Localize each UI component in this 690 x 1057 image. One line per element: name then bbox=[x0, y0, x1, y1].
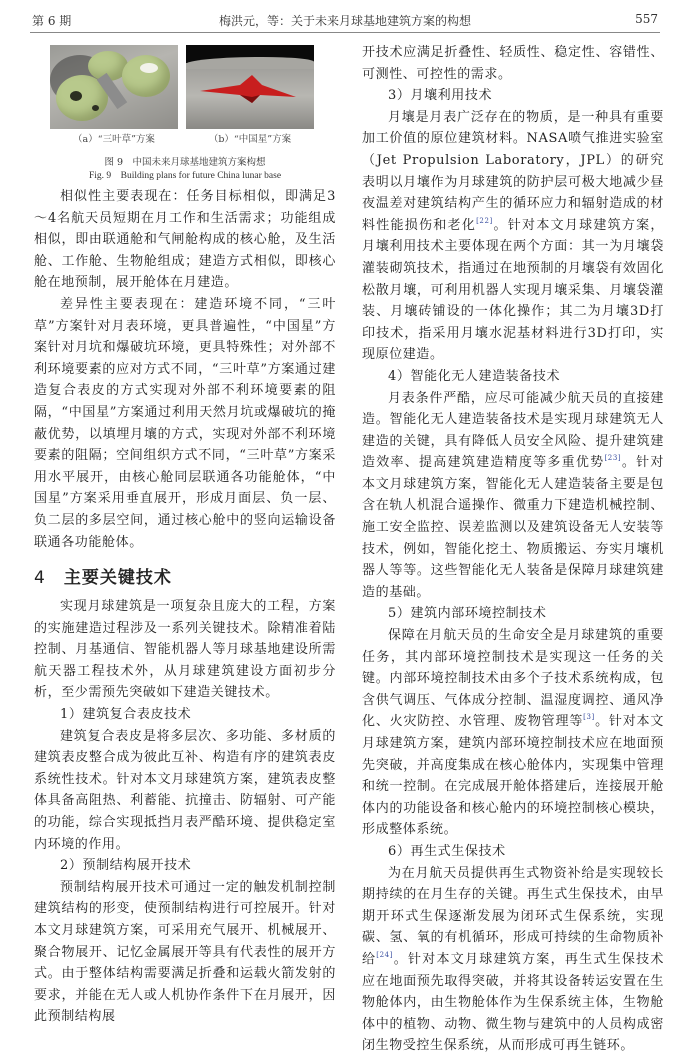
citation-24[interactable]: [24] bbox=[376, 950, 394, 959]
section-heading bbox=[34, 563, 336, 588]
paragraph-prefab-structure: 预制结构展开技术可通过一定的触发机制控制建筑结构的形变，使预制结构进行可控展开。针对本文月球建筑方案，可采用充气展开、机械展开、聚合物展开、记忆金属展开等具有代表性的展开方式。由于整体结构需要满足折叠和运载火箭发射的要求，并能在无人或人机协作条件下在月展开，因此预制结构展 bbox=[34, 879, 336, 1025]
citation-3[interactable]: [3] bbox=[583, 713, 595, 722]
paragraph-environment-control: 保障在月航天员的生命安全是月球建筑的重要任务，其内部环境控制技术是实现这一任务的关键。内部环境控制技术由多个子技术系统构成，包含供气调压、气体成分控制、温湿度调控、通风净化、火灾防控、水管理、废物管理等[3]。针对本文月球建筑方案，建筑内部环境控制技术应在地面预先突破，并高度集成在核心舱体内，实现集中管理和统一控制。在完成展开舱体搭建后，连接展开舱体内的功能设备和核心舱内的环境控制核心模块，形成整体系统。 bbox=[362, 628, 664, 838]
paragraph-difference: 差异性主要表现在：建造环境不同，“三叶草”方案针对月表环境，更具普遍性，“中国星”方案针对月坑和爆破坑环境，更具特殊性；对外部不利环境要素的应对方式不同，“三叶草”方案通过建造复合表皮的方式实现对外部不利环境要素的阻隔，“中国星”方案通过利用天然月坑或爆破坑的掩蔽优势，以填埋月壤的方式，实现对外部不利环境要素的阻隔；空间组织方式不同，“三叶草”方案采用水平展开，由核心舱同层联通各功能舱体，“中国星”方案采用垂直展开，形成月面层、负一层、负二层的多层空间，通过核心舱中的竖向运输设备联通各功能舱体。 bbox=[34, 296, 336, 550]
subheading-1: 1）建筑复合表皮技术 bbox=[60, 707, 192, 723]
red-star-structure bbox=[200, 75, 296, 105]
paragraph-composite-skin: 建筑复合表皮是将多层次、多功能、多材质的建筑表皮整合成为彼此互补、构造有序的建筑表皮系统性技术。针对本文月球建筑方案，建筑表皮整体具备高阻热、利蓄能、抗撞击、防辐射、可产能的功能，综合实现抵挡月表严酷环境、提供稳定室内环境的作用。 bbox=[34, 728, 336, 852]
paragraph-regolith: 月壤是月表广泛存在的物质，是一种具有重要加工价值的原位建筑材料。NASA喷气推进实验室（Jet Propulsion Laboratory，JPL）的研究表明以月壤作为月球建筑的防护层可极大地减少昼夜温差对建筑结构产生的循环应力和辐射造成的材料性能损伤和老化[22]。针对本文月球建筑方案，月壤利用技术主要体现在两个方面：其一为月壤袋灌装砌筑技术，指通过在地预制的月壤袋有效固化松散月壤，可利用机器人实现月壤采集、月壤袋灌装、月壤砖铺设的一体化操作；其二为月壤3D打印技术，指采用月壤水泥基材料进行3D打印，实现原位建造。 bbox=[362, 109, 664, 363]
subheading-3: 3）月壤利用技术 bbox=[388, 88, 493, 104]
page-number: 557 bbox=[635, 12, 658, 26]
subheading-5: 5）建筑内部环境控制技术 bbox=[388, 606, 547, 622]
subheading-6: 6）再生式生保技术 bbox=[388, 843, 506, 859]
running-title: 梅洪元，等：关于未来月球基地建筑方案的构想 bbox=[218, 14, 471, 28]
clover-leaf bbox=[122, 55, 170, 97]
paragraph-life-support: 为在月航天员提供再生式物资补给是实现较长期持续的在月生存的关键。再生式生保技术，由早期开环式生保逐渐发展为闭环式生保系统，实现碳、氢、氧的有机循环，形成可持续的生命物质补给[24]。针对本文月球建筑方案，再生式生保技术应在地面预先取得突破，并将其设备转运安置在生物舱体内，由生物舱体作为生保系统主体，生物舱体中的植物、动物、微生物与建筑中的人员构成密闭生物受控生保系统，从而形成可再生链环。 bbox=[362, 865, 664, 1054]
issue-label: 第 6 期 bbox=[32, 14, 72, 28]
citation-23[interactable]: [23] bbox=[604, 454, 622, 463]
figure-title-cn: 图 9 中国未来月球基地建筑方案构想 bbox=[104, 157, 266, 168]
left-column bbox=[34, 38, 336, 1028]
section-title: 主要关键技术 bbox=[63, 568, 172, 589]
right-column bbox=[362, 42, 664, 1057]
paragraph-intro: 实现月球建筑是一项复杂且庞大的工程，方案的实施建造过程涉及一系列关键技术。除精准着陆控制、月基通信、智能机器人等月球基地建设所需航天器工程技术外，从月球建筑建设方面初步分析，至少需预先突破如下建造关键技术。 bbox=[34, 599, 336, 701]
paragraph-prefab-continued: 开技术应满足折叠性、轻质性、稳定性、容错性、可测性、可控性的需求。 bbox=[362, 45, 664, 82]
paragraph-similarity: 相似性主要表现在：任务目标相似，即满足3～4名航天员短期在月工作和生活需求；功能组成相似，即由联通舱和气闸舱构成的核心舱，及生活舱、工作舱、生物舱组成；建造方式相似，即核心舱在地预制，展开舱体在月建造。 bbox=[34, 189, 336, 291]
caption-a: （a）“三叶草”方案 bbox=[73, 134, 155, 145]
subheading-4: 4）智能化无人建造装备技术 bbox=[388, 368, 561, 384]
paragraph-unmanned-construction: 月表条件严酷，应尽可能减少航天员的直接建造。智能化无人建造装备技术是实现月球建筑无人建造的关键，具有降低人员安全风险、提升建筑建造效率、提高建筑建造精度等多重优势[23]。针对本文月球建筑方案，智能化无人建造装备主要是包含在轨人机混合遥操作、微重力下建造机械控制、施工安全监控、误差监测以及建筑设备无人安装等技术，例如，智能化挖土、物质搬运、夯实月壤机器人等等。这些智能化无人装备是保障月球建筑建造的基础。 bbox=[362, 390, 664, 600]
china-star-plan-image bbox=[186, 45, 314, 129]
figure-title-en: Fig. 9 Building plans for future China lunar base bbox=[88, 171, 282, 181]
running-header bbox=[30, 0, 660, 33]
citation-22[interactable]: [22] bbox=[476, 216, 493, 225]
figure-9 bbox=[34, 38, 336, 181]
section-number: 4 bbox=[34, 568, 46, 589]
caption-b: （b）“中国星”方案 bbox=[208, 134, 292, 145]
clover-plan-image bbox=[50, 45, 178, 129]
subheading-2: 2）预制结构展开技术 bbox=[60, 858, 192, 874]
